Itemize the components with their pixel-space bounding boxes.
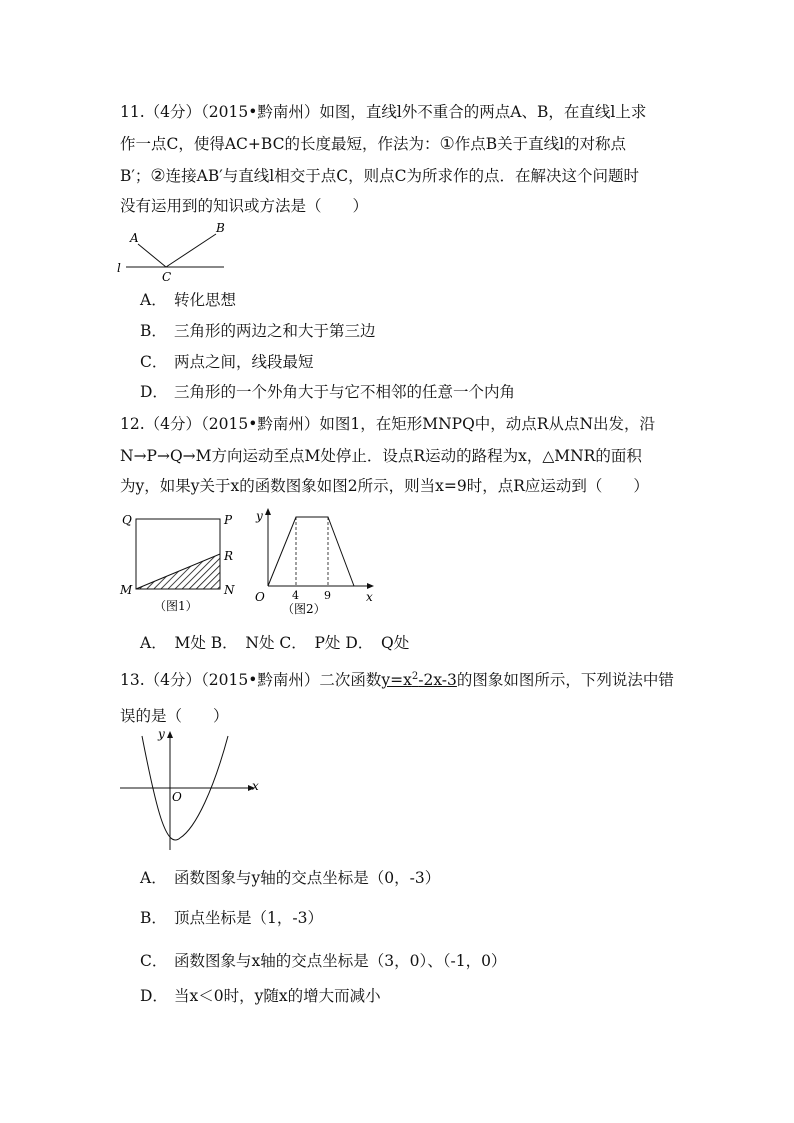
label-y: y bbox=[158, 728, 165, 741]
option-text: 函数图象与y轴的交点坐标是（0，-3） bbox=[174, 869, 441, 887]
option-text: 当x＜0时，y随x的增大而减小 bbox=[174, 987, 381, 1005]
q13-option-a[interactable] bbox=[140, 868, 440, 888]
q11-line3a: B′； bbox=[120, 167, 151, 185]
option-text: 顶点坐标是（1，-3） bbox=[174, 909, 323, 927]
q12-figure-1 bbox=[116, 506, 246, 618]
q12-line3: 为y，如果y关于x的函数图象如图2所示，则当x=9时，点R应运动到（ ） bbox=[120, 477, 649, 495]
tick-4: 4 bbox=[292, 589, 299, 602]
label-n: N bbox=[224, 583, 235, 597]
q11-line1: 11.（4分）（2015•黔南州）如图，直线l外不重合的两点A、B，在直线l上求 bbox=[120, 103, 647, 121]
label-y: y bbox=[256, 509, 263, 523]
label-l: l bbox=[117, 261, 121, 275]
label-x: x bbox=[252, 779, 259, 793]
q11-line2b: 作点B关于直线l的对称点 bbox=[454, 135, 627, 153]
option-text: 转化思想 bbox=[174, 291, 237, 309]
option-label: A． bbox=[140, 869, 167, 887]
q13-option-b[interactable] bbox=[140, 908, 323, 928]
q13-line1b: 的图象如图所示，下列说法中错 bbox=[456, 671, 674, 689]
q12-figure-2 bbox=[252, 506, 382, 618]
q11-line3 bbox=[120, 166, 680, 186]
q12-line2: N→P→Q→M方向运动至点M处停止．设点R运动的路程为x，△MNR的面积 bbox=[120, 447, 642, 465]
option-label: B． bbox=[140, 322, 167, 340]
equation-rest: -2x-3 bbox=[418, 671, 457, 689]
q11-option-b[interactable] bbox=[140, 321, 376, 341]
label-o: O bbox=[172, 790, 182, 804]
label-b: B bbox=[216, 221, 225, 235]
q13-figure bbox=[114, 728, 264, 852]
label-a: A bbox=[130, 231, 139, 245]
q11-line2a: 作一点C，使得AC+BC的长度最短，作法为： bbox=[120, 135, 440, 153]
x-axis-arrow bbox=[367, 583, 374, 589]
label-r: R bbox=[224, 549, 234, 563]
q13-line1 bbox=[120, 670, 680, 690]
segment-ac bbox=[138, 244, 166, 267]
y-axis-arrow bbox=[265, 508, 271, 515]
label-o: O bbox=[255, 590, 265, 604]
option-label: A． bbox=[140, 291, 167, 309]
tick-9: 9 bbox=[324, 589, 331, 602]
q12-options[interactable]: A． M处 B． N处 C． P处 D． Q处 bbox=[140, 634, 410, 652]
q13-line2: 误的是（ ） bbox=[120, 707, 229, 725]
label-p: P bbox=[224, 513, 233, 527]
function-graph bbox=[268, 517, 354, 586]
q11-line4: 没有运用到的知识或方法是（ ） bbox=[120, 197, 369, 215]
equation-base: y=x bbox=[381, 671, 412, 689]
q11-option-a[interactable] bbox=[140, 290, 236, 310]
q11-option-d[interactable] bbox=[140, 382, 515, 402]
y-axis-arrow bbox=[167, 731, 173, 738]
label-m: M bbox=[120, 583, 133, 597]
option-label: B． bbox=[140, 909, 167, 927]
segment-bc bbox=[166, 234, 216, 267]
q11-line2 bbox=[120, 134, 680, 154]
step-one-marker: ① bbox=[439, 134, 455, 154]
option-label: C． bbox=[140, 353, 168, 371]
label-c: C bbox=[162, 270, 172, 284]
equation bbox=[381, 671, 457, 689]
option-text: 两点之间，线段最短 bbox=[174, 353, 314, 371]
option-label: D． bbox=[140, 987, 168, 1005]
q11-line3b: 连接AB′与直线l相交于点C，则点C为所求作的点．在解决这个问题时 bbox=[165, 167, 639, 185]
option-text: 函数图象与x轴的交点坐标是（3，0）、（-1，0） bbox=[174, 952, 507, 970]
label-q: Q bbox=[122, 513, 132, 527]
fig2-caption: （图2） bbox=[282, 602, 326, 616]
option-label: C． bbox=[140, 952, 168, 970]
label-x: x bbox=[366, 590, 373, 604]
fig1-caption: （图1） bbox=[154, 599, 198, 613]
triangle-mnr-shaded bbox=[136, 554, 220, 589]
q11-option-c[interactable] bbox=[140, 352, 314, 372]
option-text: 三角形的一个外角大于与它不相邻的任意一个内角 bbox=[174, 383, 516, 401]
q13-option-c[interactable] bbox=[140, 951, 506, 971]
q11-figure bbox=[112, 220, 232, 286]
equation-exponent: 2 bbox=[411, 670, 419, 682]
q13-line1a: 13.（4分）（2015•黔南州）二次函数 bbox=[120, 671, 382, 689]
option-label: D． bbox=[140, 383, 168, 401]
q12-line1: 12.（4分）（2015•黔南州）如图1，在矩形MNPQ中，动点R从点N出发，沿 bbox=[120, 415, 656, 433]
step-two-marker: ② bbox=[150, 166, 166, 186]
q13-option-d[interactable] bbox=[140, 986, 381, 1006]
option-text: 三角形的两边之和大于第三边 bbox=[174, 322, 376, 340]
